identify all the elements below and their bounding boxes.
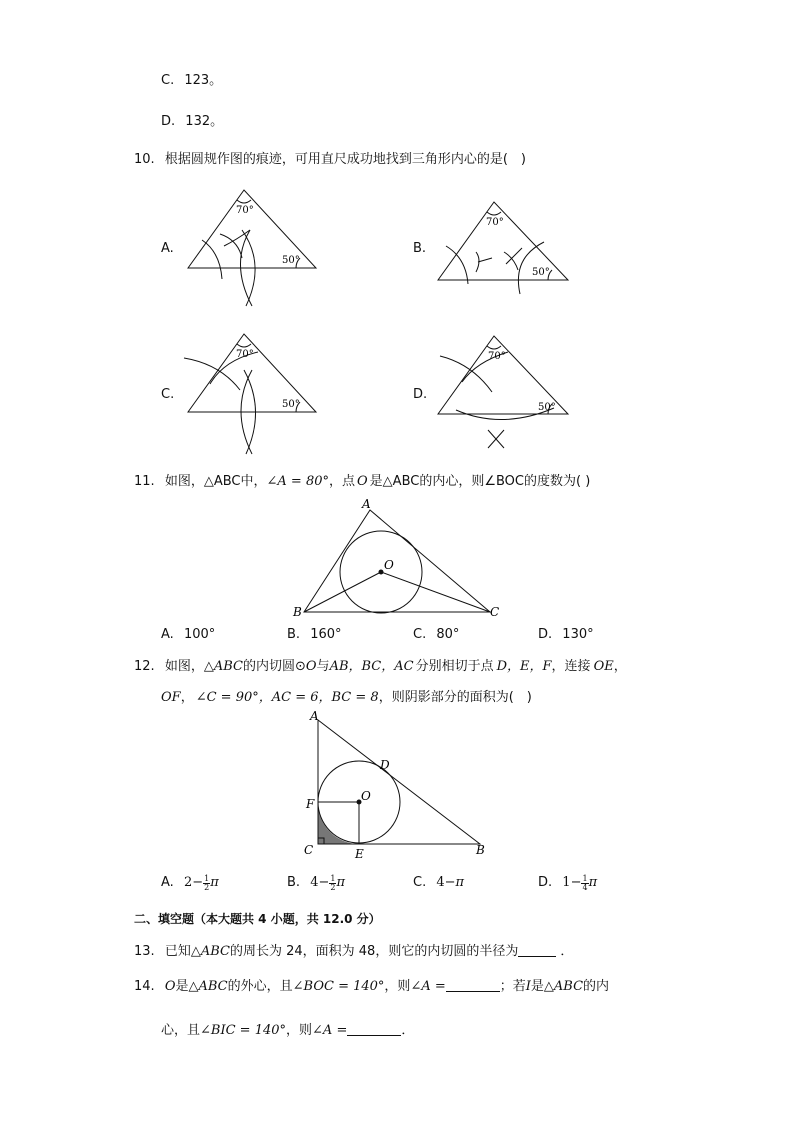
option-text: 100°	[183, 627, 216, 642]
q10-option-d-label: D.	[413, 387, 428, 402]
q10-figure-c	[180, 330, 330, 458]
label-o: O	[384, 558, 394, 572]
label-c: C	[304, 843, 314, 857]
triangle-name: ABC	[553, 979, 584, 994]
question-number: 11.	[134, 474, 155, 489]
q11-option-a	[161, 627, 215, 643]
stem-text: ，连接	[551, 659, 591, 674]
stem-text: ，	[180, 690, 194, 705]
stem-text: 分别相切于点	[415, 659, 494, 674]
answer-blank[interactable]	[446, 979, 500, 992]
angle-70-label: 70°	[236, 205, 254, 216]
stem-text: ．	[560, 944, 574, 959]
angle-a-expression: ∠A =	[312, 1023, 348, 1038]
q9-option-d	[161, 114, 223, 130]
incenter-dot	[379, 570, 384, 575]
q10-option-b-label: B.	[413, 241, 427, 256]
stem-text: ，点	[328, 474, 355, 489]
fraction-denominator: 2	[330, 883, 336, 892]
q12-option-d	[538, 875, 597, 892]
triangle-name: ABC	[213, 659, 243, 674]
segment-of: OF	[161, 690, 181, 705]
stem-text: ；若	[499, 979, 526, 994]
option-post: π	[210, 875, 219, 890]
option-label: D.	[538, 875, 553, 890]
label-d: D	[380, 758, 390, 772]
q10-figure-b	[432, 196, 577, 296]
q13-stem	[134, 944, 573, 960]
label-b: B	[476, 843, 485, 857]
option-text: 132。	[185, 114, 224, 129]
stem-text: ，则	[384, 979, 411, 994]
question-number: 10.	[134, 152, 155, 167]
stem-text: ，则阴影部分的面积为( )	[378, 690, 532, 705]
stem-text: 心，且	[161, 1023, 201, 1038]
section-heading: 二、填空题（本大题共 4 小题，共 12.0 分）	[134, 912, 381, 926]
option-label: C.	[413, 875, 427, 890]
circle-name: O	[305, 659, 317, 674]
q12-option-a	[161, 875, 219, 892]
angle-bic-expression: ∠BIC = 140°	[200, 1023, 287, 1038]
stem-text: ．	[401, 1023, 415, 1038]
fraction-numerator: 1	[204, 874, 210, 883]
stem-text: ，	[613, 659, 627, 674]
stem-text: 的周长为 24，面积为 48，则它的内切圆的半径为	[229, 944, 519, 959]
q11-figure	[290, 496, 505, 622]
angle-50-label: 50°	[532, 267, 550, 278]
stem-text: 的外心，且	[227, 979, 293, 994]
option-label: A.	[161, 627, 174, 642]
option-pre: 1−	[562, 875, 582, 890]
stem-text: 如图，△ABC中，	[164, 474, 267, 489]
q11-option-c	[413, 627, 459, 643]
option-pre: 2−	[183, 875, 204, 890]
angle-50-label: 50°	[282, 255, 300, 266]
triangle-abc	[304, 510, 490, 612]
stem-text: 的内	[583, 979, 610, 994]
option-fraction	[581, 875, 588, 892]
option-text: 123。	[184, 73, 223, 88]
angle-70-label: 70°	[236, 349, 254, 360]
option-text: 160°	[310, 627, 342, 642]
option-label: C.	[161, 73, 175, 88]
q12-figure	[300, 708, 500, 864]
label-c: C	[490, 605, 500, 619]
angle-boc-expression: ∠BOC = 140°	[292, 979, 385, 994]
fraction-numerator: 1	[582, 874, 588, 883]
q12-stem-line1	[134, 659, 627, 675]
option-text	[184, 875, 219, 890]
label-f: F	[306, 797, 315, 811]
option-label: A.	[161, 875, 174, 890]
answer-blank[interactable]	[518, 944, 556, 957]
side-names: AB，BC，AC	[329, 659, 414, 674]
option-text: 130°	[562, 627, 594, 642]
q11-option-d	[538, 627, 594, 643]
label-o: O	[361, 789, 371, 803]
stem-text: 是△ABC的内心，则∠BOC的度数为( )	[369, 474, 591, 489]
fraction-numerator: 1	[330, 874, 336, 883]
question-number: 12.	[134, 659, 155, 674]
answer-blank[interactable]	[347, 1023, 401, 1036]
option-label: D.	[161, 114, 176, 129]
q11-option-b	[287, 627, 342, 643]
segment-oe: OE	[593, 659, 614, 674]
angle-a-expression: ∠A = 80°	[266, 474, 329, 489]
q10-figure-d	[432, 332, 582, 456]
option-text	[436, 875, 464, 890]
option-text	[562, 875, 597, 890]
question-number: 14.	[134, 979, 155, 994]
stem-text: 与	[316, 659, 330, 674]
q9-option-c	[161, 73, 222, 89]
stem-text: 已知△	[164, 944, 201, 959]
point-o: O	[357, 474, 368, 489]
stem-text: ，则	[286, 1023, 313, 1038]
option-label: D.	[538, 627, 553, 642]
q11-stem	[134, 474, 590, 490]
point-i: I	[525, 979, 531, 994]
q14-stem-line1	[134, 979, 609, 995]
triangle-name: ABC	[198, 979, 228, 994]
q10-option-c-label: C.	[161, 387, 175, 402]
option-text	[310, 875, 345, 890]
q10-stem	[134, 152, 526, 168]
angle-50-label: 50°	[538, 402, 556, 413]
q12-option-b	[287, 875, 345, 892]
q14-stem-line2	[161, 1023, 414, 1039]
label-a: A	[310, 709, 319, 723]
stem-text: 如图，△	[164, 659, 214, 674]
given-conditions: ∠C = 90°，AC = 6，BC = 8	[195, 690, 379, 705]
stem-text: 是△	[175, 979, 199, 994]
stem-text: 是△	[530, 979, 554, 994]
option-label: C.	[413, 627, 427, 642]
triangle-abc	[318, 720, 480, 844]
option-label: B.	[287, 627, 301, 642]
q10-figure-a	[180, 184, 330, 308]
option-label: B.	[287, 875, 301, 890]
angle-70-label: 70°	[488, 351, 506, 362]
option-pre: 4−	[310, 875, 330, 890]
point-names: D，E，F	[496, 659, 552, 674]
question-text: 根据圆规作图的痕迹，可用直尺成功地找到三角形内心的是( )	[164, 152, 526, 167]
fraction-denominator: 4	[582, 883, 588, 892]
label-b: B	[293, 605, 302, 619]
option-post: π	[336, 875, 346, 890]
label-a: A	[362, 497, 371, 511]
q12-option-c	[413, 875, 464, 891]
triangle-name: ABC	[200, 944, 230, 959]
q12-stem-line2	[161, 690, 532, 706]
option-post: π	[455, 875, 465, 890]
angle-70-label: 70°	[486, 217, 504, 228]
fraction-denominator: 2	[204, 883, 210, 892]
stem-text: 的内切圆⊙	[242, 659, 306, 674]
option-text: 80°	[436, 627, 460, 642]
q10-option-a-label: A.	[161, 241, 174, 256]
option-post: π	[588, 875, 598, 890]
angle-50-label: 50°	[282, 399, 300, 410]
point-o: O	[164, 979, 176, 994]
angle-a-expression: ∠A =	[410, 979, 446, 994]
question-number: 13.	[134, 944, 155, 959]
label-e: E	[355, 847, 364, 861]
option-pre: 4−	[436, 875, 456, 890]
